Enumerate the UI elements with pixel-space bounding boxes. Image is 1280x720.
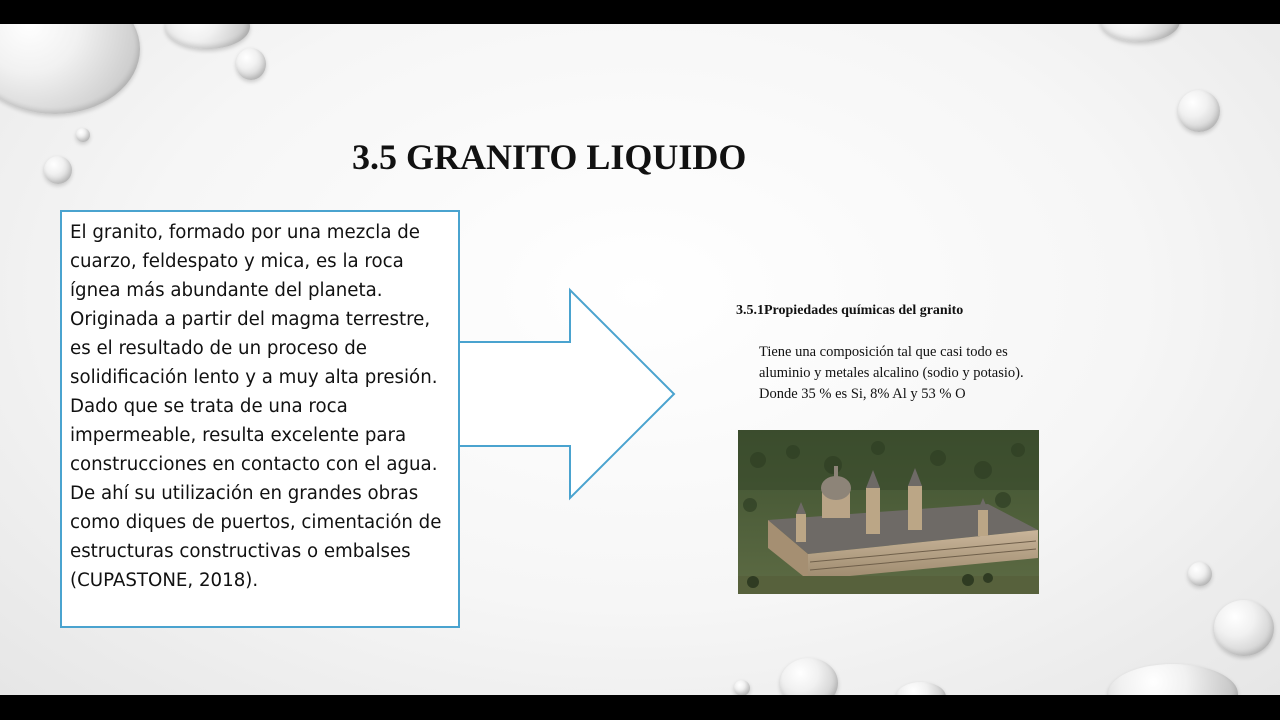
slide-title: 3.5 GRANITO LIQUIDO bbox=[352, 137, 747, 178]
text-box bbox=[60, 210, 460, 628]
slide bbox=[0, 24, 1280, 695]
properties-paragraph: Tiene una composición tal que casi todo es aluminio y metales alcalino (sodio y potasio). Donde 35 % es Si, 8% Al y 53 % O bbox=[759, 344, 1024, 402]
section-subheading: 3.5.1Propiedades químicas del granito bbox=[736, 303, 964, 318]
main-paragraph: El granito, formado por una mezcla de cuarzo, feldespato y mica, es la roca ígnea más abundante del planeta. Originada a partir del magma terrestre, es el resultado de un proceso de solidificación lento y a muy alta presión. Dado que se trata de una roca impermeable, resulta excelente para construcciones en contacto con el agua. De ahí su utilización en grandes obras como diques de puertos, cimentación de estructuras constructivas o embalses (CUPASTONE, 2018). bbox=[70, 222, 442, 591]
monastery-aerial-photo bbox=[738, 430, 1039, 594]
